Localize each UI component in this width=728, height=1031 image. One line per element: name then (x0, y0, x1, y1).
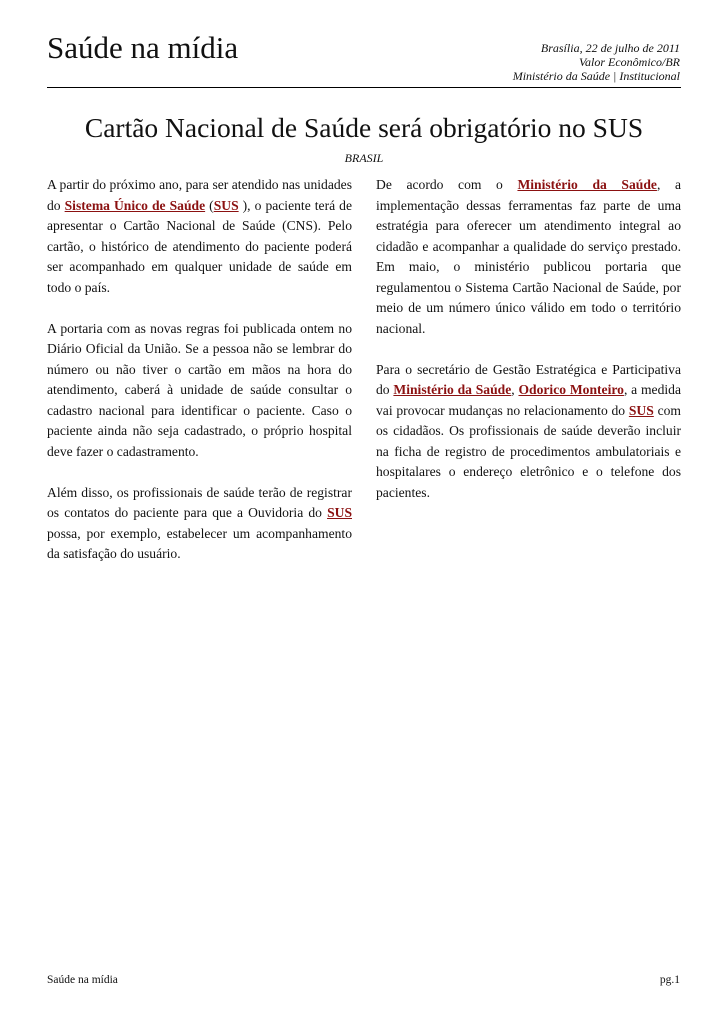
paragraph: De acordo com o Ministério da Saúde, a implementação dessas ferramentas faz parte de uma estratégia para oferecer um atendimento integral ao cidadão e acompanhar a qualidade do serviço prestado. Em maio, o ministério publicou portaria que regulamentou o Sistema Cartão Nacional de Saúde, por meio de um número único válido em todo o território nacional. (376, 177, 681, 336)
article-section: BRASIL (344, 151, 384, 165)
right-column (376, 175, 681, 503)
page-number: pg.1 (659, 974, 680, 986)
keyword-link[interactable]: SUS (628, 402, 654, 418)
footer-brand: Saúde na mídia (47, 974, 118, 986)
header-divider (47, 87, 681, 88)
keyword-link[interactable]: Odorico Monteiro (518, 382, 624, 397)
keyword-link[interactable]: SUS (213, 197, 239, 213)
paragraph: Além disso, os profissionais de saúde terão de registrar os contatos do paciente para que a Ouvidoria do SUS possa, por exemplo, estabelecer um acompanhamento da satisfação do usuário. (47, 484, 352, 561)
paragraph: A portaria com as novas regras foi publicada ontem no Diário Oficial da União. Se a pessoa não se lembrar do número ou não tiver o cartão em mãos na hora do atendimento, caberá à unidade de saúde consultar o cadastro nacional para identificar o paciente. Caso o paciente ainda não seja cadastrado, o próprio hospital deve fazer o cadastramento. (47, 320, 352, 459)
header-brand: Saúde na mídia (47, 30, 239, 65)
keyword-link[interactable]: Ministério da Saúde (393, 382, 512, 397)
source-line: Valor Econômico/BR (579, 55, 680, 69)
left-column (47, 175, 352, 565)
keyword-link[interactable]: Ministério da Saúde (517, 177, 657, 192)
paragraph: A partir do próximo ano, para ser atendido nas unidades do Sistema Único de Saúde (SUS ), o paciente terá de apresentar o Cartão Nacional de Saúde (CNS). Pelo cartão, o histórico de atendimento do paciente poderá ser acompanhado em qualquer unidade de saúde em todo o país. (47, 177, 352, 295)
header-meta (513, 41, 680, 83)
category-line: Ministério da Saúde | Institucional (512, 69, 680, 83)
paragraph: Para o secretário de Gestão Estratégica e Participativa do Ministério da Saúde, Odorico Monteiro, a medida vai provocar mudanças no relacionamento do SUS com os cidadãos. Os profissionais de saúde deverão incluir na ficha de registro de procedimentos ambulatoriais e hospitalares o endereço eletrônico e o telefone dos pacientes. (376, 361, 681, 500)
date-line: Brasília, 22 de julho de 2011 (540, 41, 680, 55)
article-title: Cartão Nacional de Saúde será obrigatório no SUS (84, 112, 644, 143)
keyword-link[interactable]: SUS (327, 505, 352, 520)
keyword-link[interactable]: Sistema Único de Saúde (64, 197, 206, 213)
